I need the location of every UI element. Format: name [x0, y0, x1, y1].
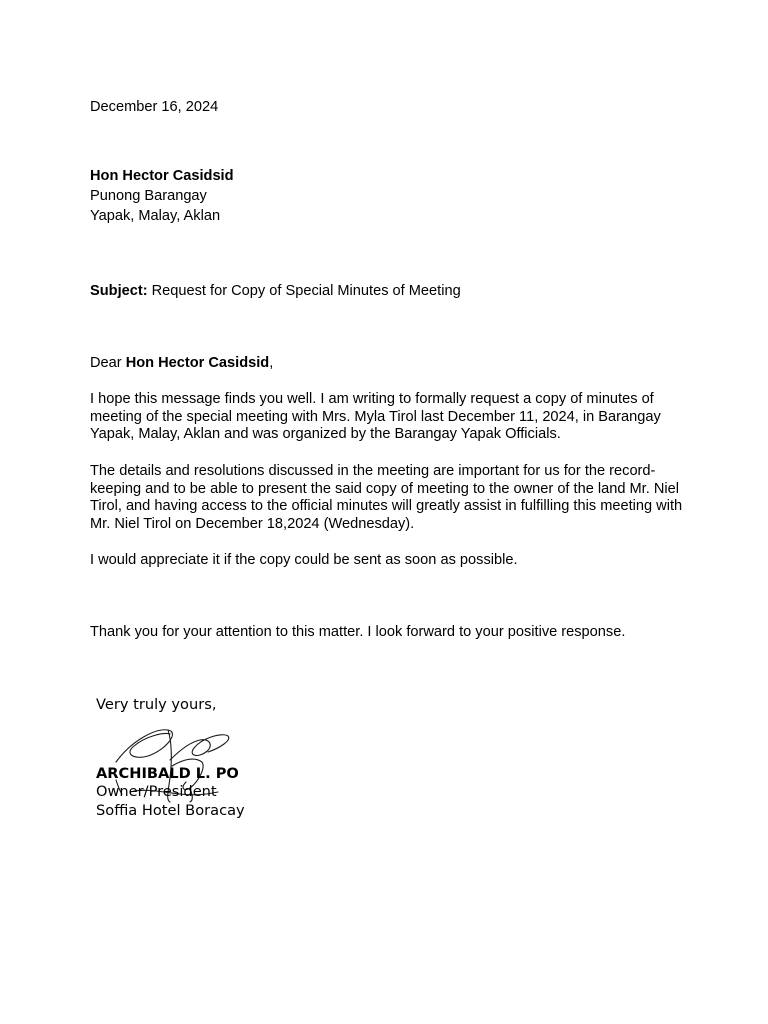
closing-line: Very truly yours,	[96, 696, 217, 713]
subject-label: Subject:	[90, 283, 148, 299]
subject-text: Request for Copy of Special Minutes of Meeting	[147, 283, 461, 299]
body-paragraph-1: I hope this message finds you well. I am writing to formally request a copy of minutes of meeting of the special meeting with Mrs. Myla Tirol last December 11, 2024, in Barangay Yapak, Malay, Aklan and was organized by the Barangay Yapak Officials.	[90, 391, 661, 443]
subject-line	[90, 283, 690, 301]
sender-title: Owner/President	[96, 783, 217, 800]
body-paragraph-3: I would appreciate it if the copy could be sent as soon as possible.	[90, 552, 518, 568]
sender-name: ARCHIBALD L. PO	[96, 765, 239, 782]
recipient-address: Yapak, Malay, Aklan	[90, 208, 221, 224]
recipient-name: Hon Hector Casidsid	[90, 168, 234, 184]
sender-company: Soffia Hotel Boracay	[96, 802, 245, 819]
body-paragraph-4: Thank you for your attention to this matter. I look forward to your positive response.	[90, 624, 626, 640]
greeting-name: Hon Hector Casidsid	[125, 355, 270, 371]
greeting-line	[90, 355, 273, 373]
recipient-position: Punong Barangay	[90, 188, 207, 204]
greeting-suffix: ,	[269, 355, 274, 371]
letter-date: December 16, 2024	[90, 99, 219, 115]
greeting-prefix: Dear	[90, 355, 126, 371]
body-paragraph-2: The details and resolutions discussed in the meeting are important for us for the record-keeping and to be able to present the said copy of meeting to the owner of the land Mr. Niel Tirol, and having access to the official minutes will greatly assist in fulfilling this meeting with Mr. Niel Tirol on December 18,2024 (Wednesday).	[90, 463, 683, 532]
recipient-block	[90, 168, 234, 228]
